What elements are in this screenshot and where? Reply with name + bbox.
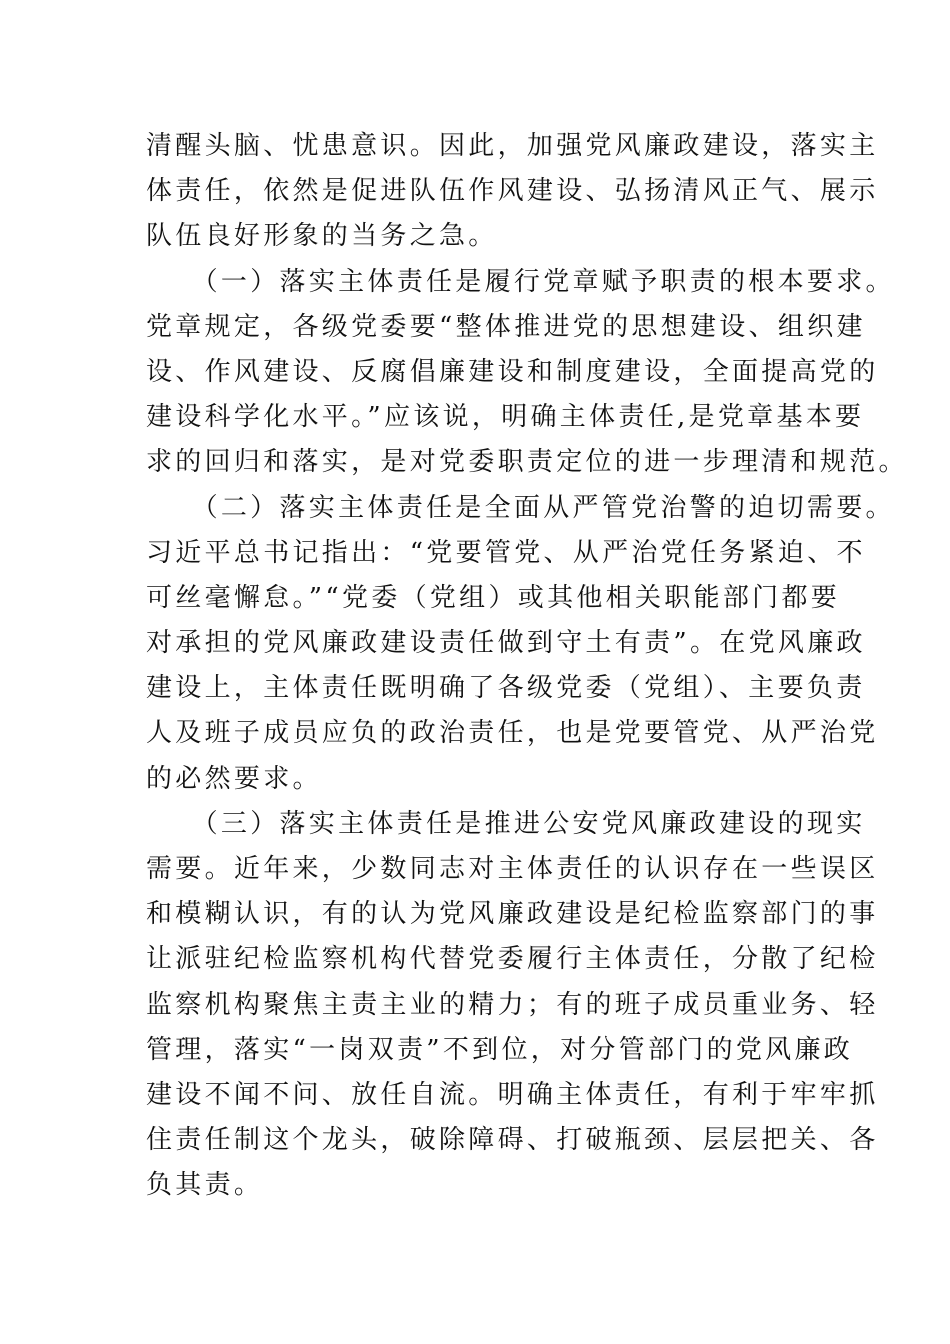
text-line: 队伍良好形象的当务之急。 xyxy=(146,221,498,252)
section-heading-3: （三）落实主体责任是推进公安党风廉政建设的现实 xyxy=(146,808,866,839)
text-line: 让派驻纪检监察机构代替党委履行主体责任，分散了纪检 xyxy=(146,944,879,975)
text-line: 党章规定，各级党委要“整体推进党的思想建设、组织建 xyxy=(146,311,866,342)
text-line: 清醒头脑、忧患意识。因此，加强党风廉政建设，落实主 xyxy=(146,131,879,161)
text-line: 对承担的党风廉政建设责任做到守土有责”。在党风廉政 xyxy=(146,628,866,659)
text-line: 习近平总书记指出：“党要管党、从严治党任务紧迫、不 xyxy=(146,537,866,568)
document-body xyxy=(146,124,908,1209)
text-line: 和模糊认识，有的认为党风廉政建设是纪检监察部门的事 xyxy=(146,899,879,930)
section-heading-1: （一）落实主体责任是履行党章赋予职责的根本要求。 xyxy=(146,266,895,297)
section-heading-2: （二）落实主体责任是全面从严管党治警的迫切需要。 xyxy=(146,492,895,523)
text-line: 人及班子成员应负的政治责任，也是党要管党、从严治党 xyxy=(146,718,879,749)
text-line: 需要。近年来，少数同志对主体责任的认识存在一些误区 xyxy=(146,854,879,884)
text-line: 设、作风建设、反腐倡廉建设和制度建设，全面提高党的 xyxy=(146,356,879,387)
text-line: 体责任，依然是促进队伍作风建设、弘扬清风正气、展示 xyxy=(146,176,879,207)
text-line: 求的回归和落实，是对党委职责定位的进一步理清和规范。 xyxy=(146,447,908,478)
text-line: 建设不闻不问、放任自流。明确主体责任，有利于牢牢抓 xyxy=(146,1079,879,1110)
text-line: 的必然要求。 xyxy=(146,763,322,794)
text-line: 住责任制这个龙头，破除障碍、打破瓶颈、层层把关、各 xyxy=(146,1125,879,1156)
text-line: 建设科学化水平。”应该说，明确主体责任,是党章基本要 xyxy=(146,402,865,433)
text-line: 监察机构聚焦主责主业的精力；有的班子成员重业务、轻 xyxy=(146,989,879,1020)
text-line: 管理，落实“一岗双责”不到位，对分管部门的党风廉政 xyxy=(146,1034,854,1065)
text-line: 可丝毫懈怠。”“党委（党组）或其他相关职能部门都要 xyxy=(146,582,841,613)
text-line: 建设上，主体责任既明确了各级党委（党组）、主要负责 xyxy=(146,673,866,704)
text-line: 负其责。 xyxy=(146,1170,264,1201)
